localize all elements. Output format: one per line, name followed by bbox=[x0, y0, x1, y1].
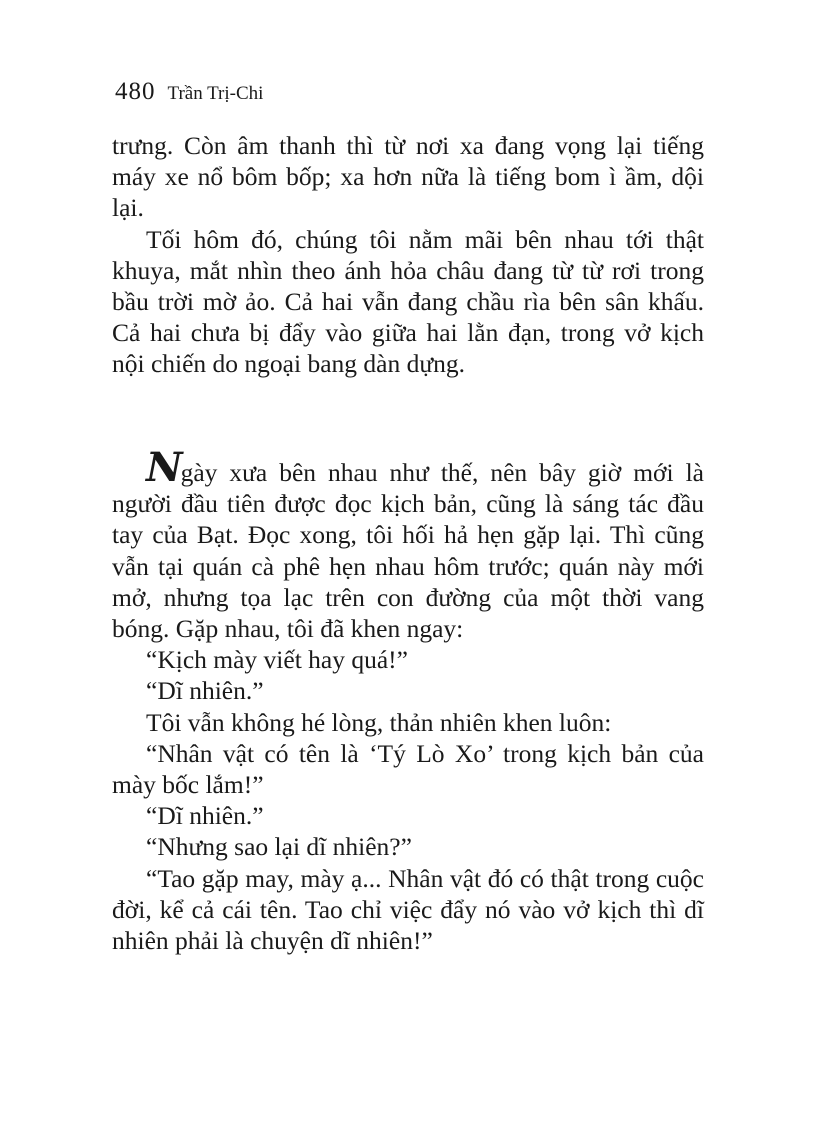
opening-text: gày xưa bên nhau như thế, nên bây giờ mới là người đầu tiên được đọc kịch bản, cũng là sáng tác đầu tay của Bạt. Đọc xong, tôi hối hả hẹn gặp lại. Thì cũng vẫn tại quán cà phê hẹn nhau hôm trước; quán này mới mở, nhưng tọa lạc trên con đường của một thời vang bóng. Gặp nhau, tôi đã khen ngay: bbox=[112, 458, 704, 644]
narration-line: Tôi vẫn không hé lòng, thản nhiên khen luôn: bbox=[146, 707, 612, 737]
dialogue-line: “Kịch mày viết hay quá!” bbox=[146, 645, 408, 675]
section-continuation bbox=[112, 130, 704, 380]
dialogue-line: “Dĩ nhiên.” bbox=[146, 801, 264, 831]
dialogue-line: “Nhưng sao lại dĩ nhiên?” bbox=[146, 832, 412, 862]
page-number: 480 bbox=[115, 78, 156, 105]
drop-cap: N bbox=[146, 444, 181, 491]
page-header bbox=[115, 78, 263, 106]
paragraph: Tối hôm đó, chúng tôi nằm mãi bên nhau tới thật khuya, mắt nhìn theo ánh hỏa châu đang từ từ rơi trong bầu trời mờ ảo. Cả hai vẫn đang chầu rìa bên sân khấu. Cả hai chưa bị đẩy vào giữa hai lằn đạn, trong vở kịch nội chiến do ngoại bang dàn dựng. bbox=[112, 224, 704, 379]
opening-paragraph bbox=[112, 444, 704, 644]
dialogue-line: “Tao gặp may, mày ạ... Nhân vật đó có thật trong cuộc đời, kể cả cái tên. Tao chỉ việc đẩy nó vào vở kịch thì dĩ nhiên phải là chuyện dĩ nhiên!” bbox=[112, 863, 704, 956]
section-new-chapter bbox=[112, 444, 704, 956]
dialogue-line: “Dĩ nhiên.” bbox=[146, 676, 264, 706]
paragraph: trưng. Còn âm thanh thì từ nơi xa đang vọng lại tiếng máy xe nổ bôm bốp; xa hơn nữa là tiếng bom ì ầm, dội lại. bbox=[112, 131, 704, 223]
running-title: Trần Trị-Chi bbox=[167, 83, 264, 104]
dialogue-line: “Nhân vật có tên là ‘Tý Lò Xo’ trong kịch bản của mày bốc lắm!” bbox=[112, 738, 704, 800]
